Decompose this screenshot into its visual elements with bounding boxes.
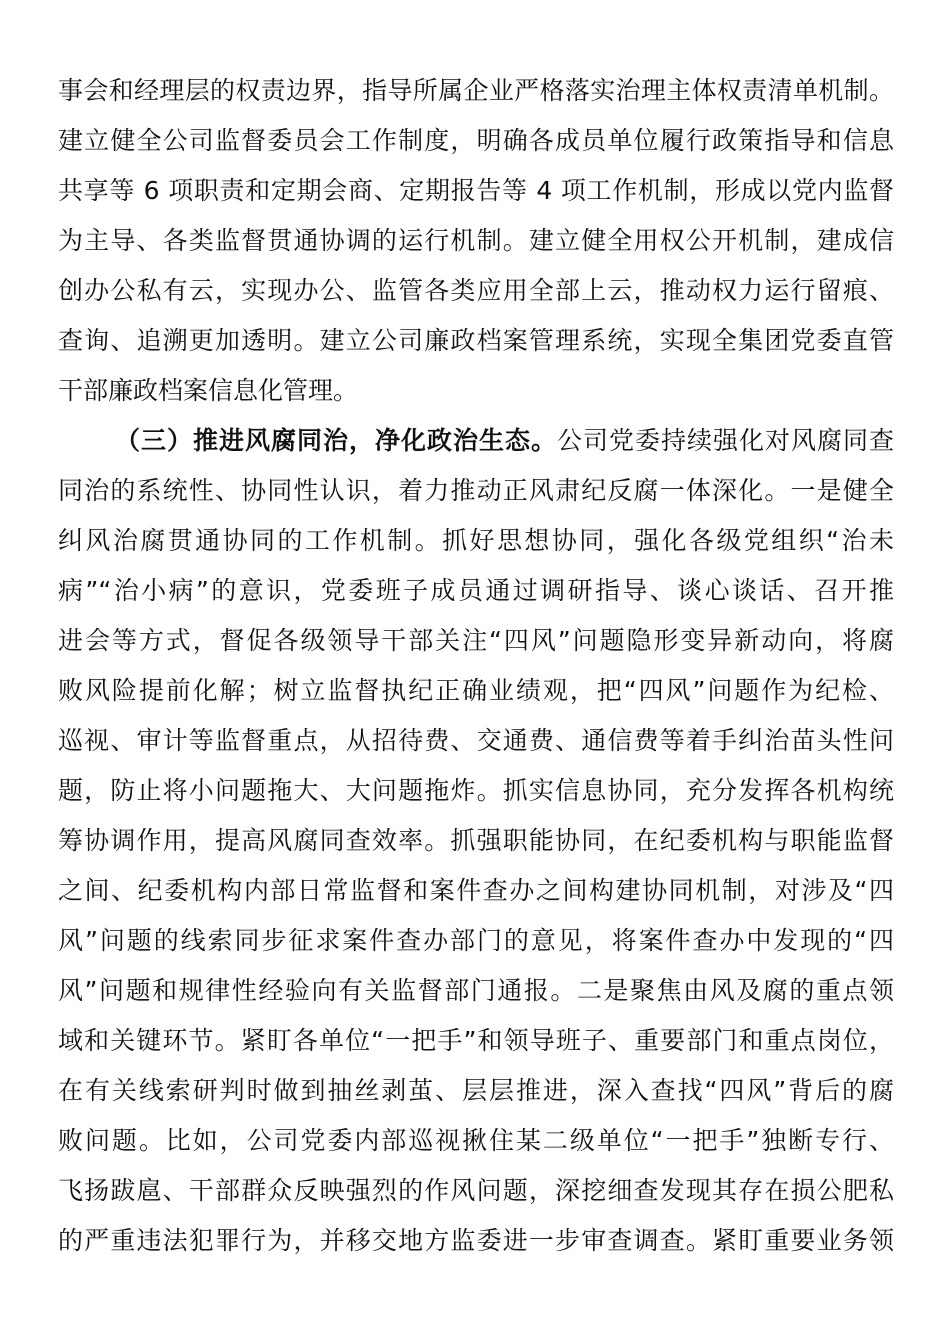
text-line: 纠风治腐贯通协同的工作机制。抓好思想协同，强化各级党组织“治未 bbox=[58, 526, 894, 555]
text-line: 之间、纪委机构内部日常监督和案件查办之间构建协同机制，对涉及“四 bbox=[58, 876, 894, 905]
text-line: 飞扬跋扈、干部群众反映强烈的作风问题，深挖细查发现其存在损公肥私 bbox=[58, 1176, 894, 1205]
text-line: 干部廉政档案信息化管理。 bbox=[58, 376, 359, 405]
text-line: 事会和经理层的权责边界，指导所属企业严格落实治理主体权责清单机制。 bbox=[58, 76, 894, 105]
paragraph-wind-corruption bbox=[58, 416, 894, 1266]
text-line: 共享等 6 项职责和定期会商、定期报告等 4 项工作机制，形成以党内监督 bbox=[58, 176, 894, 205]
text-line: 查询、追溯更加透明。建立公司廉政档案管理系统，实现全集团党委直管 bbox=[58, 326, 894, 355]
text-line: 败问题。比如，公司党委内部巡视揪住某二级单位“一把手”独断专行、 bbox=[58, 1126, 894, 1155]
text-line: 域和关键环节。紧盯各单位“一把手”和领导班子、重要部门和重点岗位， bbox=[58, 1026, 894, 1055]
text-line: 题，防止将小问题拖大、大问题拖炸。抓实信息协同，充分发挥各机构统 bbox=[58, 776, 894, 805]
paragraph-governance bbox=[58, 66, 894, 416]
text-line: 筹协调作用，提高风腐同查效率。抓强职能协同，在纪委机构与职能监督 bbox=[58, 826, 894, 855]
section-heading: （三）推进风腐同治，净化政治生态。 bbox=[114, 426, 557, 455]
document-page bbox=[58, 66, 894, 1266]
text-line: 病”“治小病”的意识，党委班子成员通过调研指导、谈心谈话、召开推 bbox=[58, 576, 894, 605]
text-line: 巡视、审计等监督重点，从招待费、交通费、通信费等着手纠治苗头性问 bbox=[58, 726, 894, 755]
text-line: 进会等方式，督促各级领导干部关注“四风”问题隐形变异新动向，将腐 bbox=[58, 626, 894, 655]
text-line: 建立健全公司监督委员会工作制度，明确各成员单位履行政策指导和信息 bbox=[58, 126, 894, 155]
text-line: 的严重违法犯罪行为，并移交地方监委进一步审查调查。紧盯重要业务领 bbox=[58, 1226, 894, 1255]
text-line: 在有关线索研判时做到抽丝剥茧、层层推进，深入查找“四风”背后的腐 bbox=[58, 1076, 894, 1105]
text-line: 为主导、各类监督贯通协调的运行机制。建立健全用权公开机制，建成信 bbox=[58, 226, 894, 255]
text-line: 败风险提前化解；树立监督执纪正确业绩观，把“四风”问题作为纪检、 bbox=[58, 676, 894, 705]
text-line: 风”问题的线索同步征求案件查办部门的意见，将案件查办中发现的“四 bbox=[58, 926, 894, 955]
text-line: 创办公私有云，实现办公、监管各类应用全部上云，推动权力运行留痕、 bbox=[58, 276, 894, 305]
text-line: 风”问题和规律性经验向有关监督部门通报。二是聚焦由风及腐的重点领 bbox=[58, 976, 894, 1005]
text-line: 同治的系统性、协同性认识，着力推动正风肃纪反腐一体深化。一是健全 bbox=[58, 476, 894, 505]
section-heading-line bbox=[58, 416, 894, 466]
heading-line-text: 公司党委持续强化对风腐同查 bbox=[556, 426, 894, 455]
